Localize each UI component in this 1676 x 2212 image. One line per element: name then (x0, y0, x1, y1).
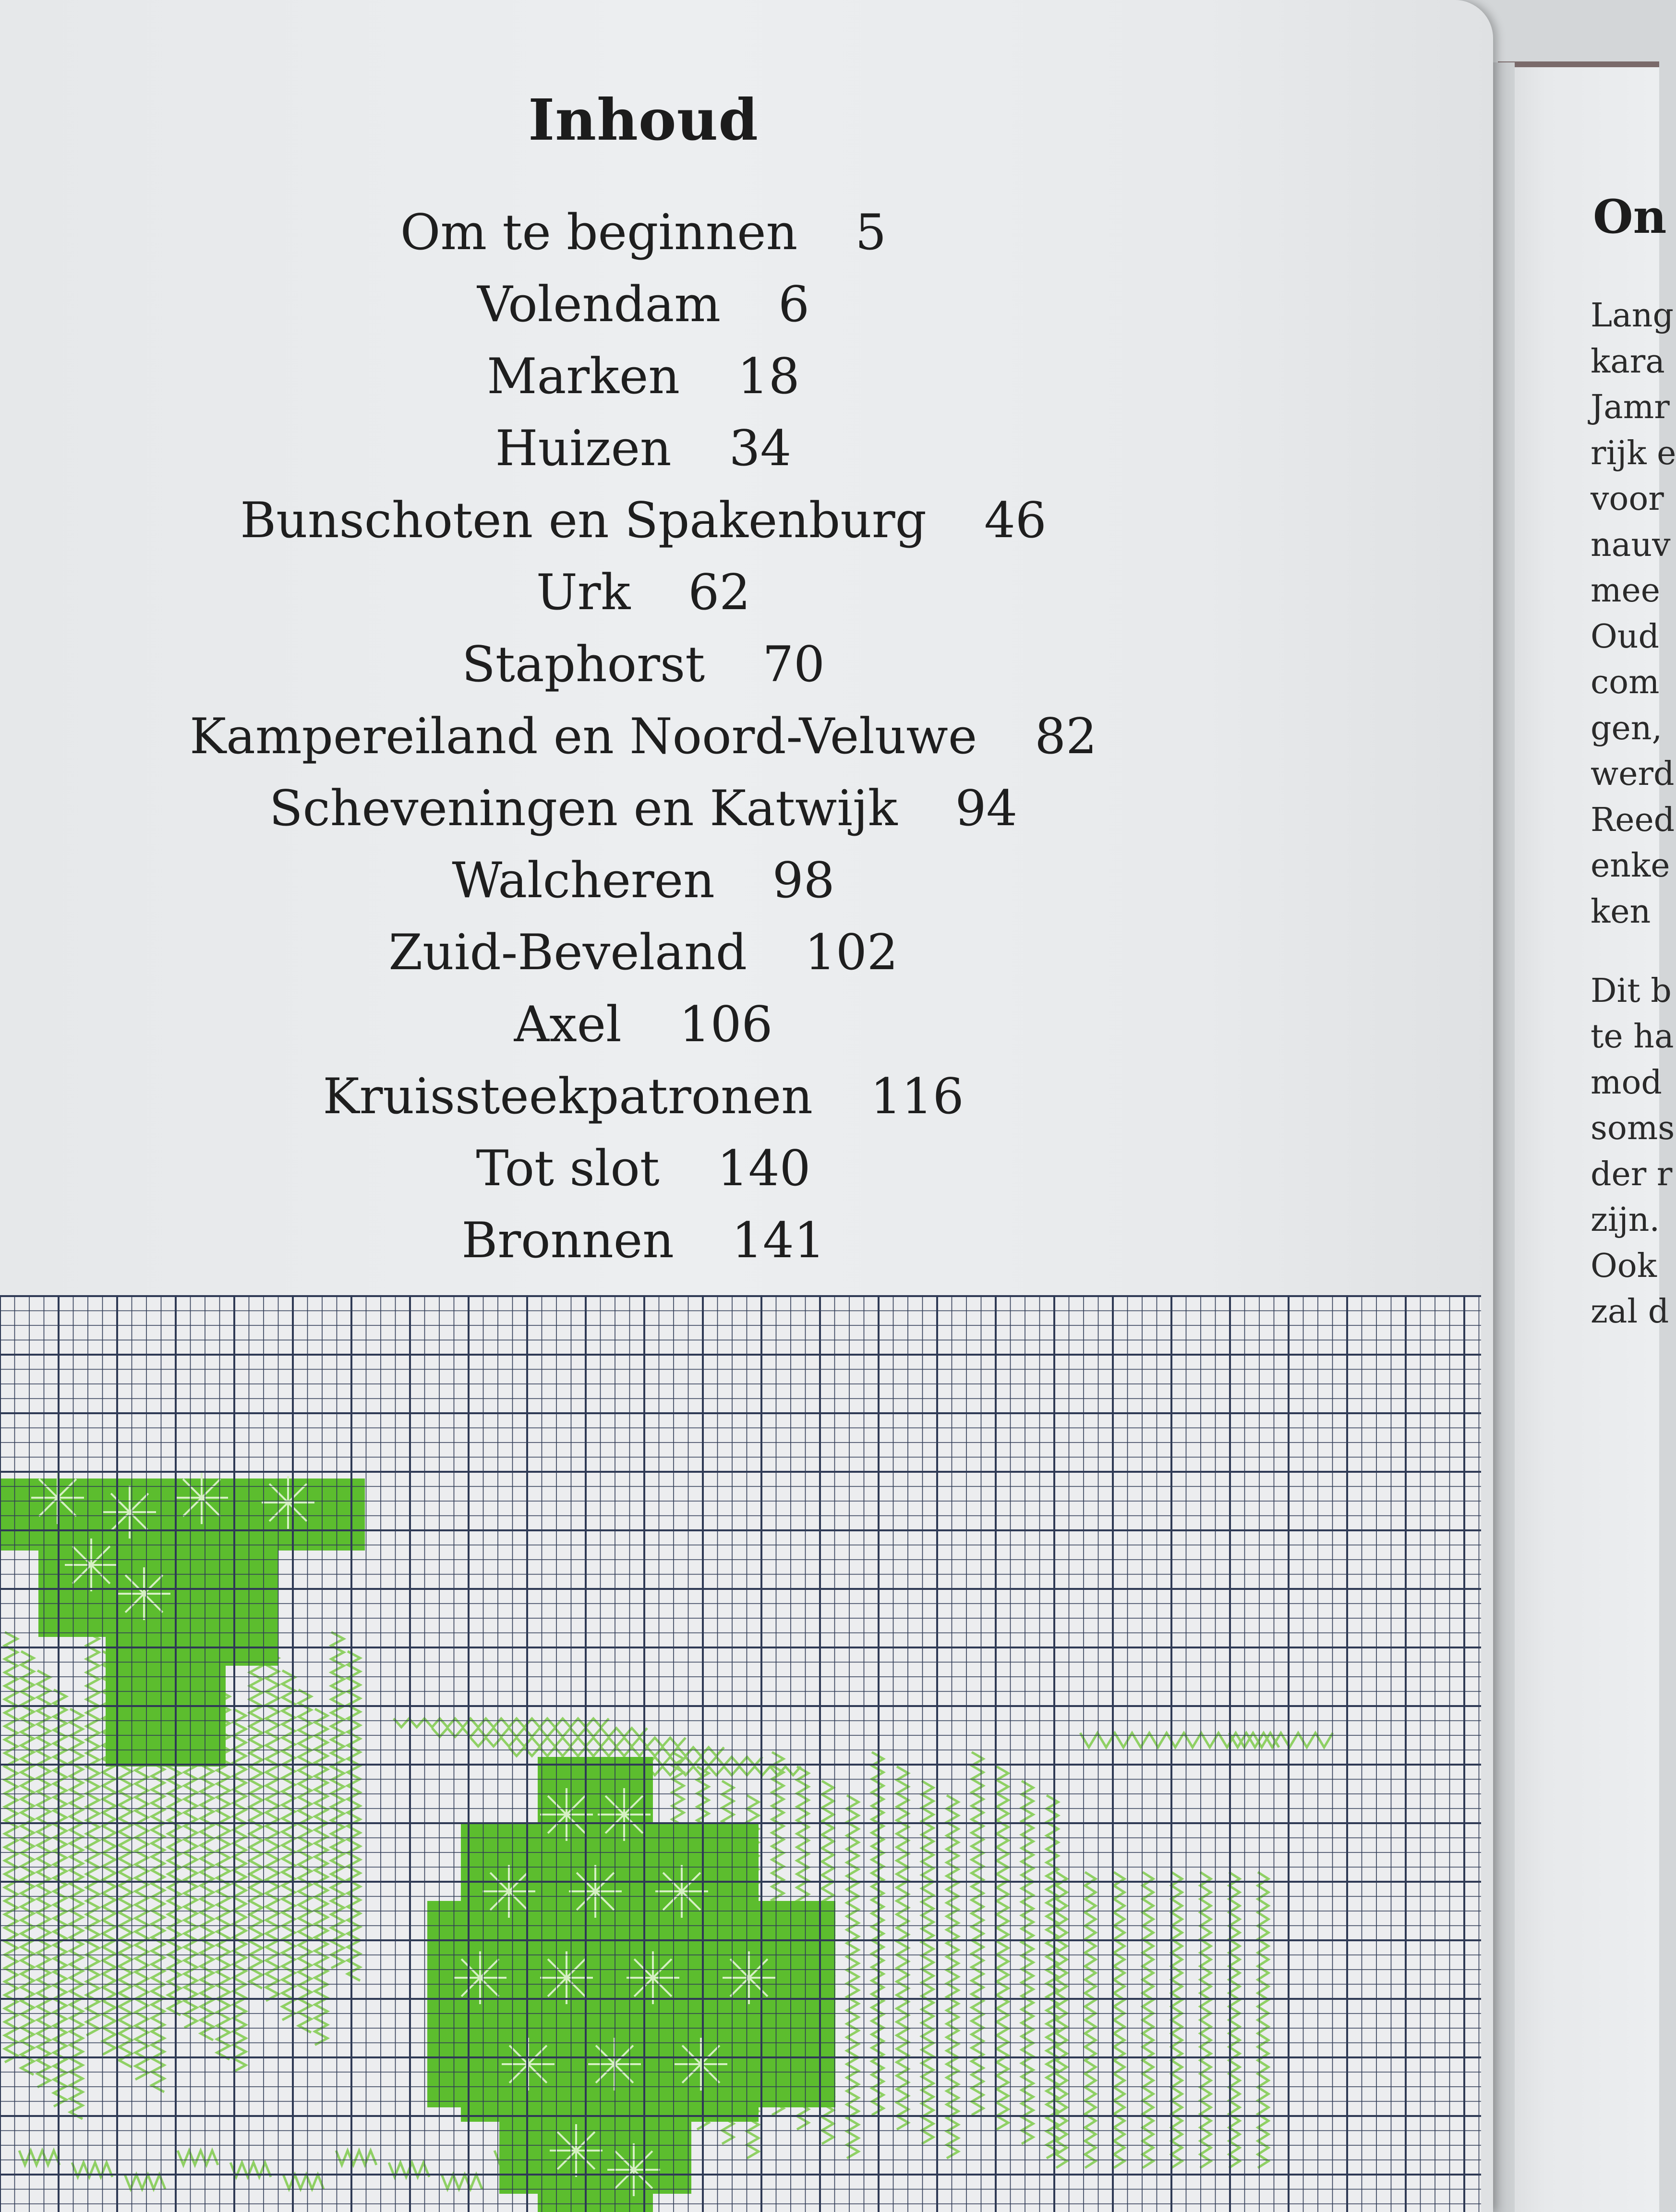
toc-entry-page-number: 5 (855, 204, 887, 261)
right-page-line: der r (1591, 1155, 1673, 1193)
toc-entry-label: Kruissteekpatronen (323, 1068, 813, 1125)
right-page-line: kara (1591, 342, 1665, 381)
toc-entry-label: Staphorst (462, 636, 705, 693)
toc-entry-page-number: 140 (717, 1140, 811, 1197)
toc-entry (0, 557, 1287, 629)
right-page-line: rijk e (1591, 434, 1676, 472)
toc-entry (0, 1205, 1287, 1277)
toc-entry (0, 485, 1287, 557)
toc-entry-label: Urk (536, 564, 631, 621)
right-page-line: zijn. (1591, 1201, 1660, 1239)
toc-entry (0, 989, 1287, 1061)
toc-entry-label: Scheveningen en Katwijk (269, 780, 898, 837)
toc-entry-page-number: 116 (870, 1068, 964, 1125)
toc-entry-label: Huizen (495, 420, 672, 477)
toc-title: Inhoud (528, 86, 759, 153)
toc-entry-page-number: 141 (731, 1212, 825, 1269)
right-page-line: mee (1591, 572, 1660, 610)
toc-entry (0, 197, 1287, 269)
toc-entry-label: Marken (487, 348, 680, 405)
toc-entry-page-number: 82 (1035, 708, 1097, 765)
toc-entry-label: Bunschoten en Spakenburg (240, 492, 927, 549)
toc-entry-page-number: 106 (679, 996, 773, 1053)
toc-entry-page-number: 46 (984, 492, 1047, 549)
toc-entry-label: Om te beginnen (400, 204, 798, 261)
right-page-line: Reed (1591, 801, 1675, 839)
toc-entry-page-number: 94 (955, 780, 1018, 837)
right-page-line: nauv (1591, 526, 1671, 564)
toc-entry (0, 773, 1287, 845)
right-page-line: zal d (1591, 1293, 1669, 1331)
right-page-line: enke (1591, 847, 1670, 885)
toc-entry (0, 413, 1287, 485)
toc-entry-page-number: 6 (778, 276, 810, 333)
toc-entry-page-number: 98 (772, 852, 835, 909)
toc-entry-label: Tot slot (476, 1140, 660, 1197)
toc-entry (0, 1061, 1287, 1133)
toc-entry-page-number: 102 (804, 924, 898, 981)
toc-entry-page-number: 34 (729, 420, 792, 477)
right-page-line: mod (1591, 1063, 1662, 1102)
toc-entry (0, 917, 1287, 989)
toc-entry-label: Volendam (477, 276, 721, 333)
table-of-contents (0, 197, 1287, 1277)
right-page-line: Oud (1591, 617, 1660, 656)
cross-stitch-chart (0, 1296, 1481, 2212)
right-page-line: voor (1591, 480, 1664, 518)
right-page-line: Lang (1591, 297, 1674, 335)
right-page-line: soms (1591, 1109, 1675, 1147)
right-page-line: com (1591, 663, 1660, 701)
toc-entry (0, 845, 1287, 917)
toc-entry-page-number: 18 (737, 348, 800, 405)
toc-entry (0, 1133, 1287, 1205)
toc-entry-label: Bronnen (461, 1212, 674, 1269)
right-page-line: ken (1591, 892, 1651, 931)
toc-entry-label: Walcheren (452, 852, 715, 909)
right-page-line: Jamr (1591, 388, 1670, 426)
right-page-line: te ha (1591, 1018, 1674, 1056)
right-page-line: Dit b (1591, 972, 1672, 1010)
toc-entry (0, 701, 1287, 773)
right-page (1497, 67, 1676, 2212)
right-page-line: Ook (1591, 1247, 1657, 1285)
toc-entry (0, 629, 1287, 701)
toc-entry-label: Zuid-Beveland (388, 924, 747, 981)
toc-entry-page-number: 62 (688, 564, 751, 621)
toc-entry (0, 341, 1287, 413)
toc-entry (0, 269, 1287, 341)
toc-entry-page-number: 70 (762, 636, 825, 693)
right-page-line: gen, (1591, 709, 1663, 747)
right-page-heading: On (1593, 190, 1667, 244)
toc-entry-label: Axel (514, 996, 622, 1053)
right-page-line: werd (1591, 755, 1675, 793)
right-page-text (1591, 293, 1676, 1335)
toc-entry-label: Kampereiland en Noord-Veluwe (189, 708, 977, 765)
